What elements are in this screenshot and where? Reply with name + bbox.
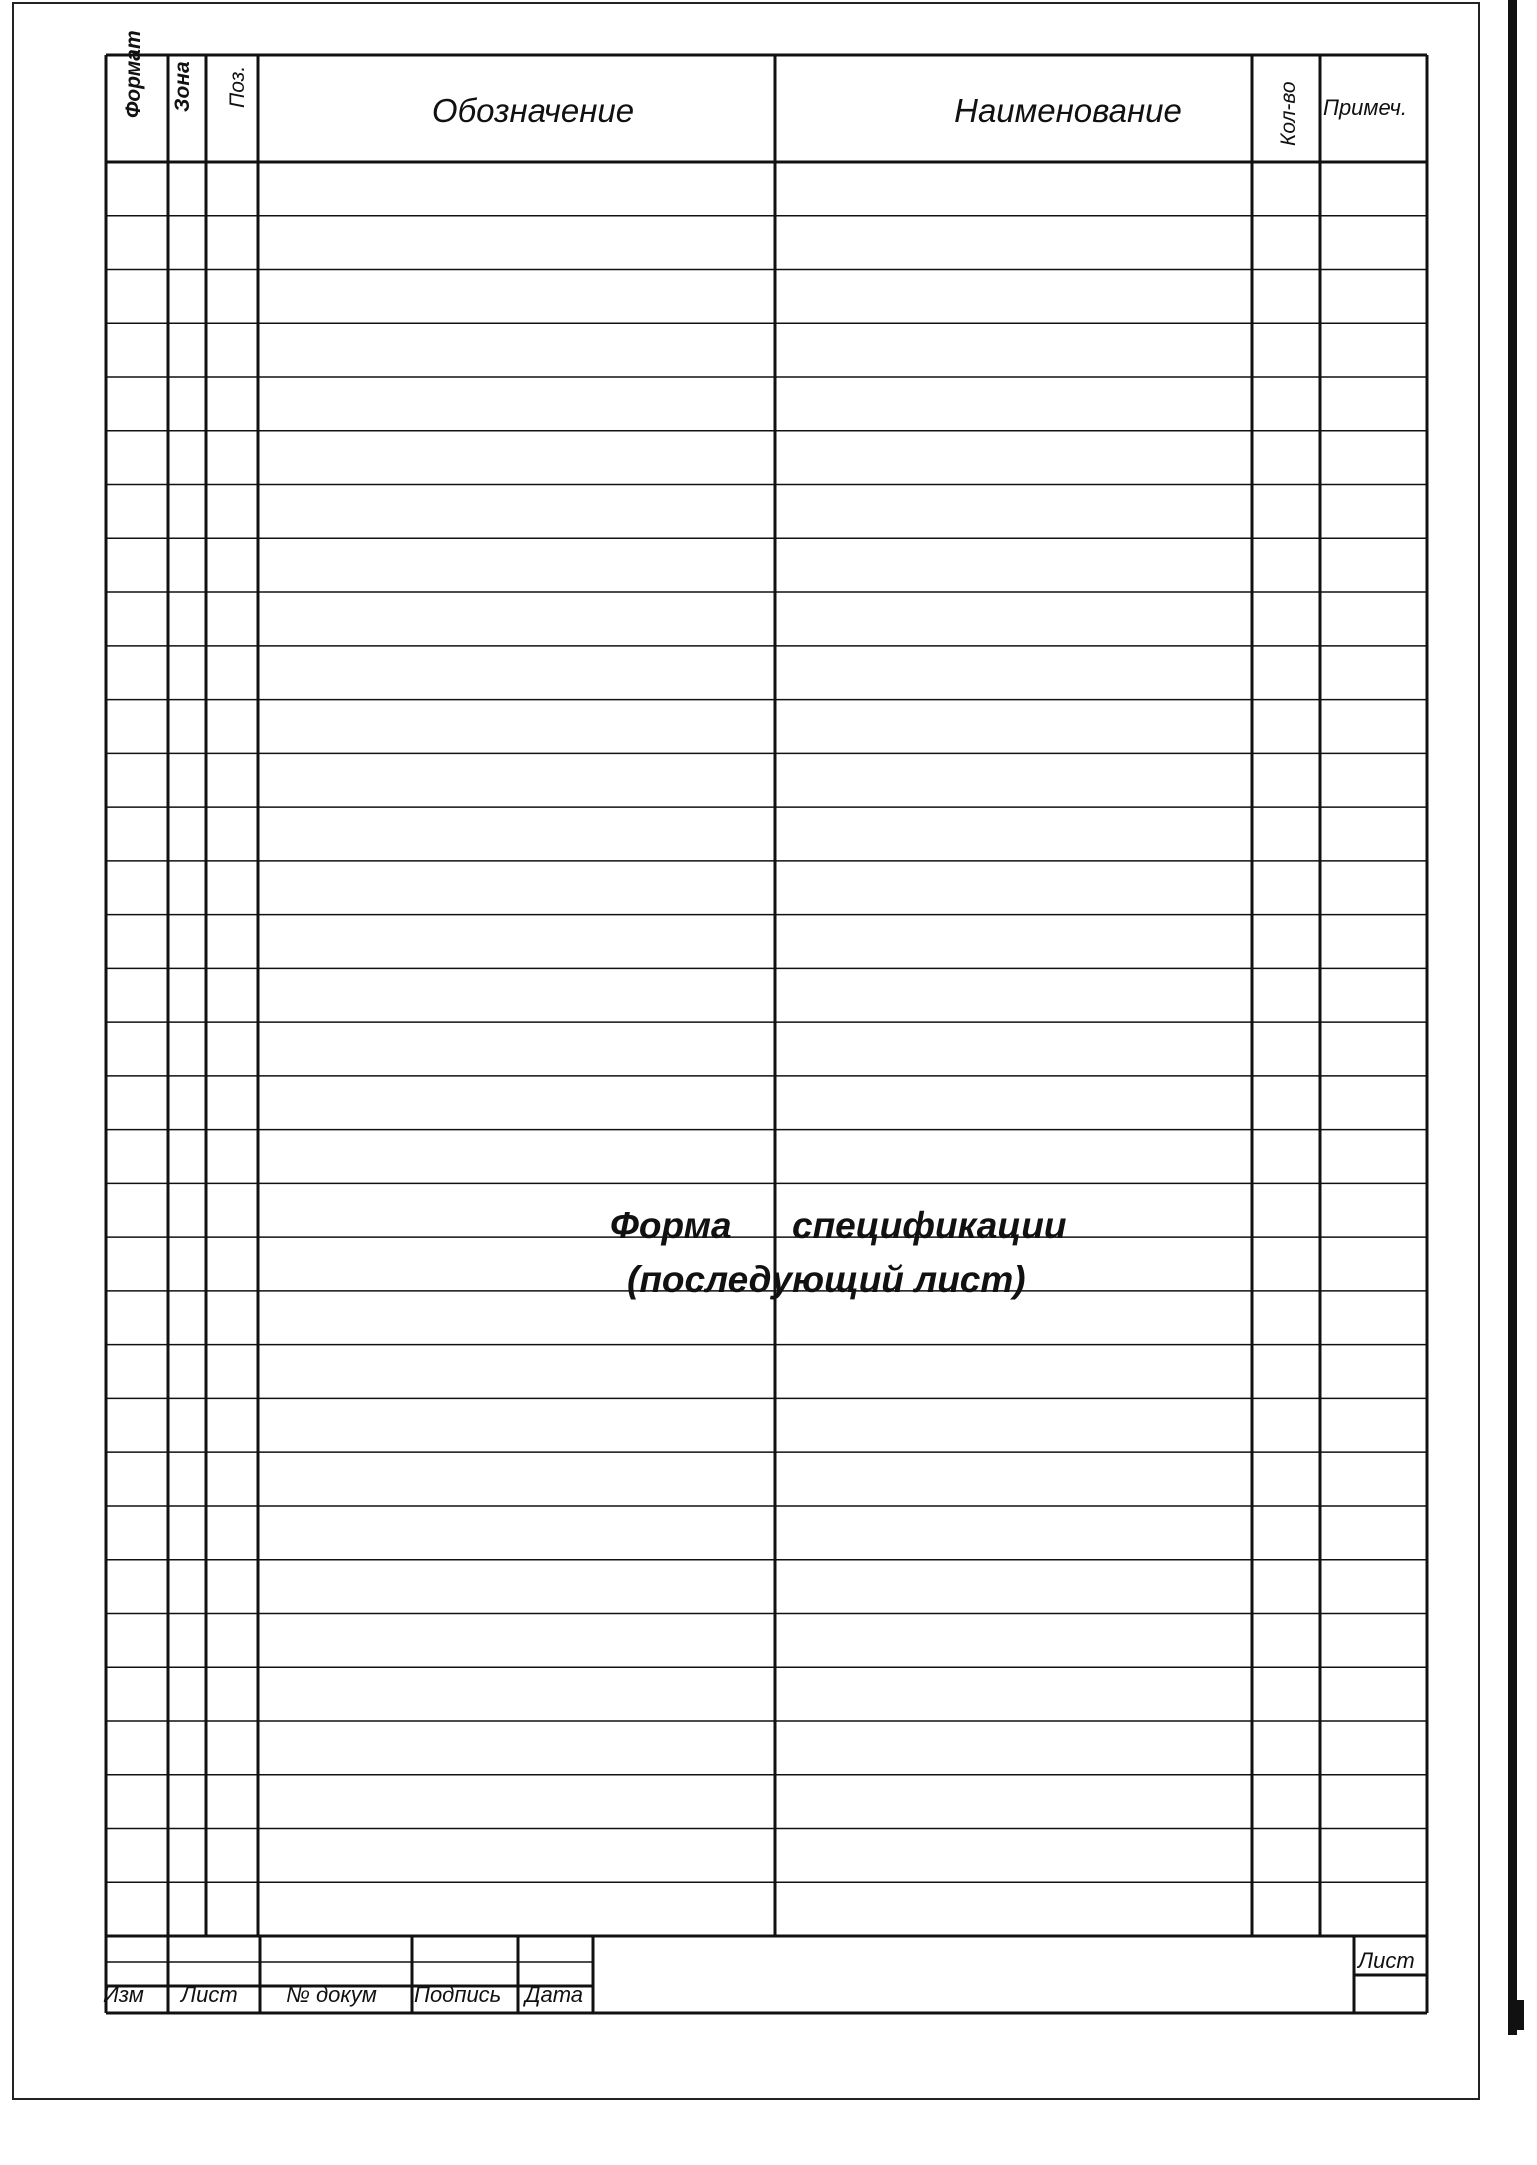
header-designation: Обозначение bbox=[431, 92, 635, 129]
form-subtitle: (последующий лист) bbox=[627, 1259, 1026, 1300]
title-block-doc-number: № докум bbox=[286, 1982, 377, 2007]
header-qty: Кол-во bbox=[1277, 81, 1300, 146]
title-block-sheet: Лист bbox=[181, 1982, 238, 2007]
header-pos: Поз. bbox=[226, 65, 249, 108]
title-block-signature: Подпись bbox=[414, 1982, 502, 2007]
header-note: Примеч. bbox=[1323, 95, 1407, 120]
header-name: Наименование bbox=[954, 92, 1182, 129]
title-block-sheet-label: Лист bbox=[1358, 1948, 1415, 1973]
form-title-word2: спецификации bbox=[792, 1205, 1067, 1246]
header-format: Формат bbox=[122, 30, 145, 118]
form-title-word1: Форма bbox=[610, 1205, 732, 1246]
title-block-date: Дата bbox=[525, 1982, 584, 2007]
header-zone: Зона bbox=[171, 61, 194, 112]
title-block-change: Изм bbox=[103, 1982, 144, 2007]
